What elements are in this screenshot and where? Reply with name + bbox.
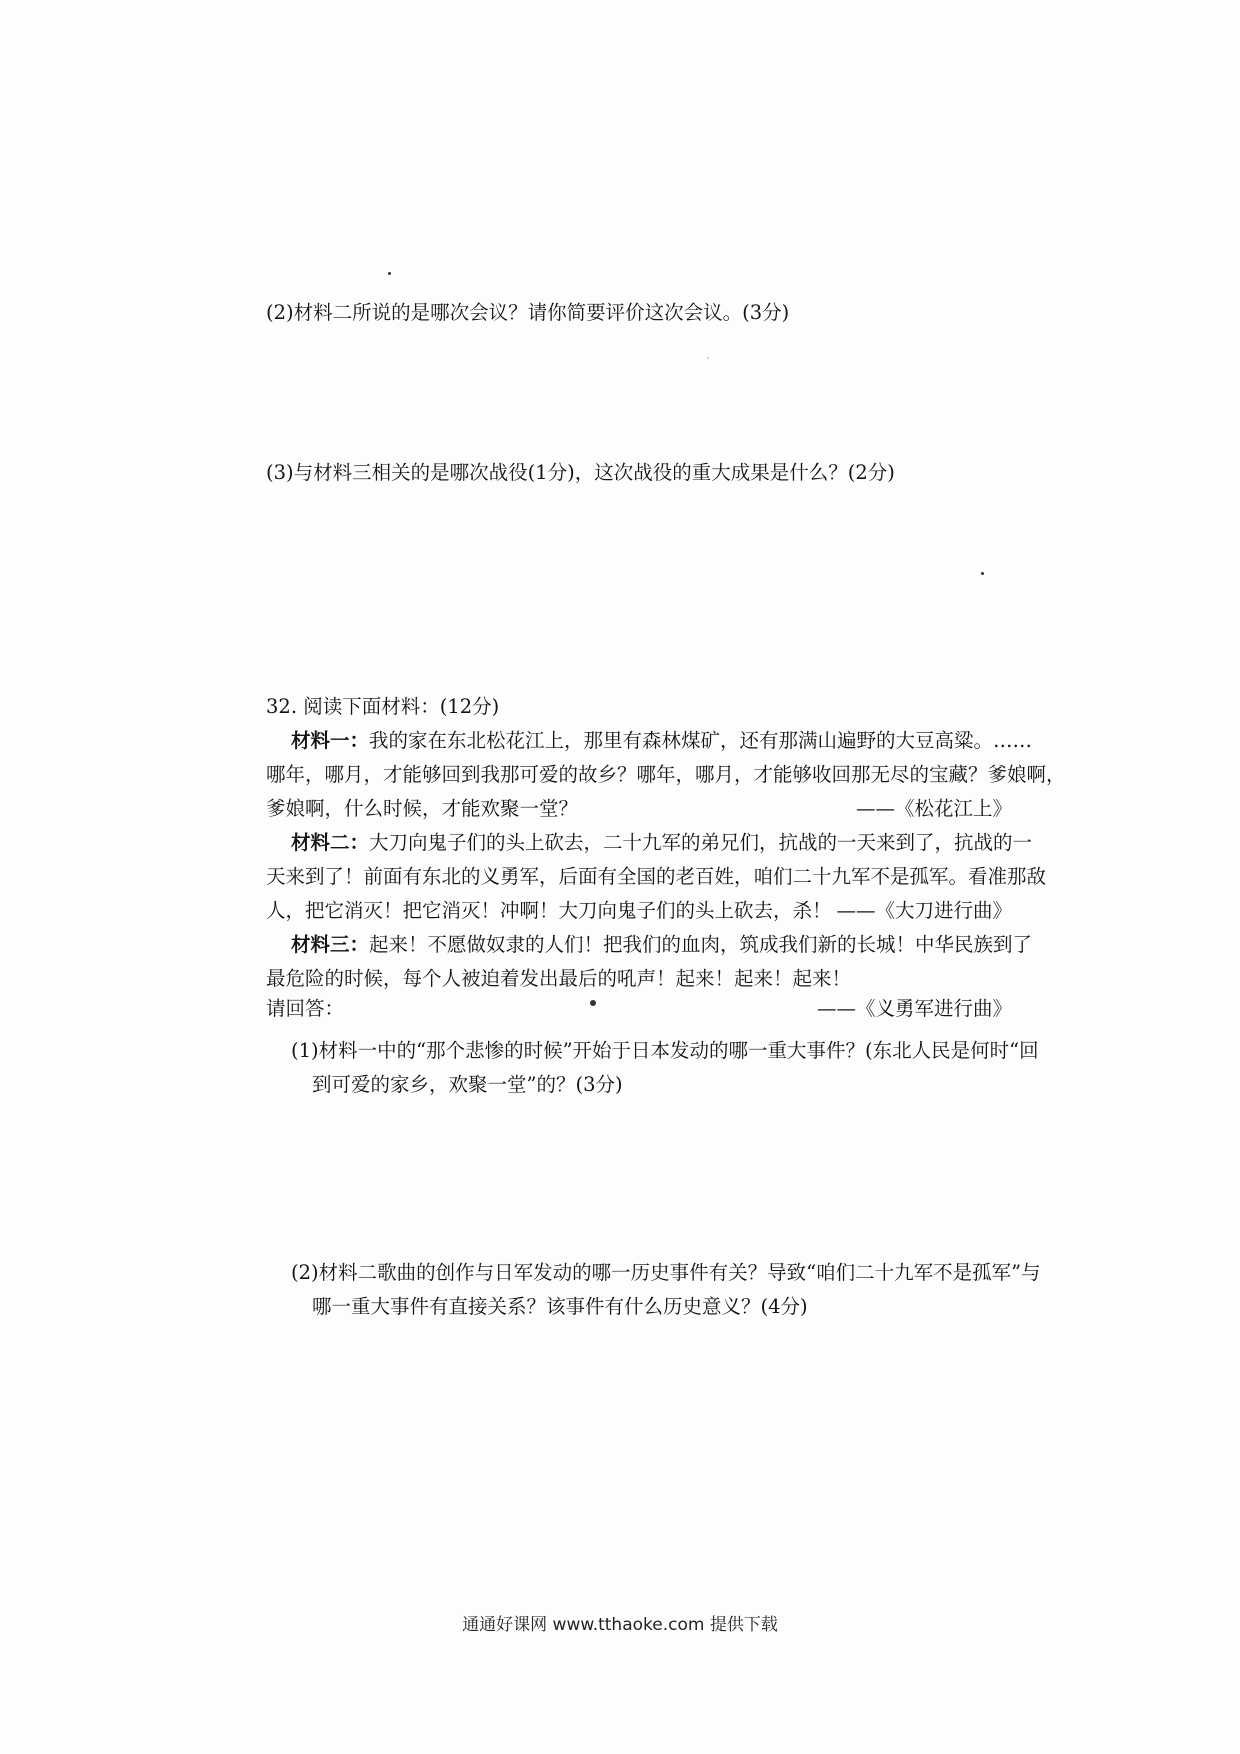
question-31-part-2: (2)材料二所说的是哪次会议？请你简要评价这次会议。(3分) [266,301,790,324]
material-2-text: 大刀向鬼子们的头上砍去，二十九军的弟兄们，抗战的一天来到了，抗战的一 [369,831,1033,854]
question-32-header: 32. 阅读下面材料：(12分) [266,695,500,718]
material-2-line-2: 天来到了！前面有东北的义勇军，后面有全国的老百姓，咱们二十九军不是孤军。看准那敌 [266,865,1047,888]
question-31-part-3: (3)与材料三相关的是哪次战役(1分)，这次战役的重大成果是什么？(2分) [266,461,895,484]
question-32-part-2-line-1: (2)材料二歌曲的创作与日军发动的哪一历史事件有关？导致“咱们二十九军不是孤军”与 [291,1261,1041,1284]
material-3-line-1 [291,930,1051,960]
scan-speck [388,272,391,275]
material-2-line-1 [291,828,1051,858]
material-1-line-2: 哪年，哪月，才能够回到我那可爱的故乡？哪年，哪月，才能够收回那无尽的宝藏？爹娘啊， [266,763,1066,786]
material-2-label: 材料二： [291,831,370,854]
material-2-source: ——《大刀进行曲》 [836,899,1012,922]
material-1-source: ——《松花江上》 [855,797,1012,820]
footer-watermark-text: 通通好课网 www.tthaoke.com 提供下载 [462,1615,778,1635]
material-1-line-3 [266,794,1012,824]
material-1-text-end: 爹娘啊，什么时候，才能欢聚一堂？ [266,797,579,820]
bleed-through-noise: . [300,342,712,364]
bleed-through-noise [300,402,718,429]
material-3-source: ——《义勇军进行曲》 [816,997,1012,1020]
material-3-label: 材料三： [291,933,370,956]
question-32-part-2-line-2: 哪一重大事件有直接关系？该事件有什么历史意义？(4分) [312,1295,808,1318]
question-32-part-1-line-2: 到可爱的家乡，欢聚一堂”的？(3分) [312,1073,623,1096]
material-2-line-3 [266,896,1012,926]
material-2-text-end: 人，把它消灭！把它消灭！冲啊！大刀向鬼子们的头上砍去，杀！ [266,899,832,922]
material-3-text-end: 最危险的时候，每个人被迫着发出最后的吼声！起来！起来！起来！ [266,967,852,990]
material-1-line-1 [291,726,1051,756]
scan-speck [981,572,984,575]
answer-prompt: 请回答： [266,997,345,1020]
bleed-through-noise [300,370,718,397]
question-32-part-1-line-1: (1)材料一中的“那个悲惨的时候”开始于日本发动的哪一重大事件？(东北人民是何时“回 [291,1039,1039,1062]
material-1-text: 我的家在东北松花江上，那里有森林煤矿，还有那满山遍野的大豆高粱。…… [369,729,1033,752]
material-3-text: 起来！不愿做奴隶的人们！把我们的血肉，筑成我们新的长城！中华民族到了 [369,933,1033,956]
material-1-label: 材料一： [291,729,370,752]
